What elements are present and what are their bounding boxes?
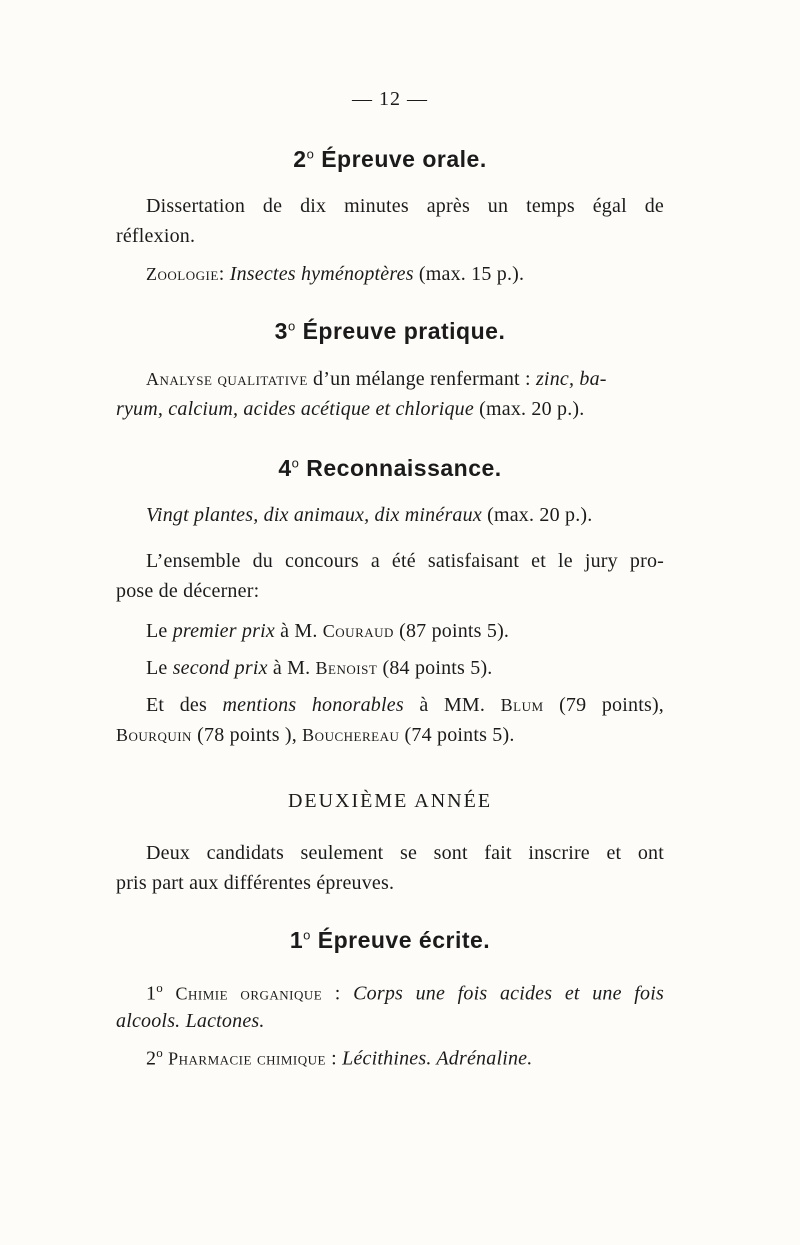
written-item-2 — [146, 1045, 532, 1071]
zoology-label: Zoologie — [146, 264, 219, 284]
paragraph-line: pris part aux différentes épreuves. — [116, 872, 395, 894]
item-label: Chimie organique — [175, 983, 323, 1004]
item-num: 1 — [146, 982, 157, 1005]
zoology-points: (max. 15 p.). — [413, 263, 525, 285]
winner-name: Bourquin — [116, 725, 192, 745]
heading-title: Épreuve orale. — [321, 146, 487, 172]
heading-epreuve-ecrite — [0, 927, 780, 954]
heading-reconnaissance — [0, 455, 780, 482]
analysis-points: (max. 20 p.). — [473, 398, 585, 420]
analysis-line — [146, 368, 607, 391]
heading-epreuve-orale — [0, 146, 780, 173]
text: Le — [146, 620, 173, 642]
zoology-subject: Insectes hyménoptères — [229, 263, 414, 285]
text: à M. — [274, 620, 323, 642]
item-subject: Lécithines. Adrénaline. — [342, 1047, 533, 1070]
recognition-line — [146, 504, 592, 527]
heading-num: 1 — [289, 927, 304, 953]
degree-mark: o — [156, 1045, 163, 1060]
item-subject-cont: alcools. Lactones. — [116, 1010, 265, 1032]
recognition-italic: Vingt plantes, dix animaux, dix minéraux — [146, 504, 482, 526]
analysis-text: d’un mélange renfermant : — [307, 368, 536, 390]
item-num: 2 — [146, 1047, 157, 1070]
degree-mark: o — [303, 927, 311, 943]
winner-name: Bouchereau — [302, 725, 400, 745]
degree-mark: o — [291, 455, 300, 471]
analysis-line-2 — [116, 398, 585, 421]
degree-mark: o — [306, 146, 315, 162]
colon: : — [218, 263, 230, 285]
text: Et des — [146, 694, 223, 716]
heading-epreuve-pratique — [0, 318, 780, 345]
paragraph-line: Dissertation de dix minutes après un temps égal de — [146, 195, 664, 217]
prize-italic: second prix — [172, 657, 268, 679]
zoology-line — [146, 263, 524, 286]
mentions-italic: mentions honorables — [222, 694, 404, 716]
analysis-italic-2: ryum, calcium, acides acétique et chlorique — [116, 398, 474, 420]
year-heading: DEUXIÈME ANNÉE — [287, 790, 493, 812]
heading-title: Épreuve pratique. — [302, 318, 506, 344]
heading-num: 3 — [274, 318, 288, 344]
mentions-line — [146, 694, 664, 717]
degree-mark: o — [156, 980, 163, 995]
text: à MM. — [403, 694, 501, 716]
paragraph-line: pose de décerner: — [116, 580, 260, 602]
written-item-1 — [146, 980, 664, 1006]
item-label: Pharmacie chimique — [168, 1048, 326, 1069]
prize-line-1 — [146, 620, 509, 643]
colon: : — [322, 982, 354, 1005]
item-subject: Corps une fois acides et une fois — [353, 982, 664, 1005]
recognition-points: (max. 20 p.). — [481, 504, 593, 526]
heading-num: 2 — [293, 146, 307, 172]
text: à M. — [267, 657, 316, 679]
prize-points: (78 points ), — [191, 724, 303, 746]
paragraph-line: Deux candidats seulement se sont fait inscrire et ont — [146, 842, 664, 864]
paragraph-line: réflexion. — [116, 225, 196, 247]
colon: : — [325, 1047, 343, 1070]
mentions-line-2 — [116, 724, 515, 747]
prize-points: (79 points), — [543, 694, 665, 716]
prize-points: (87 points 5). — [393, 620, 510, 642]
paragraph-line: L’ensemble du concours a été satisfaisant et le jury pro- — [146, 550, 664, 572]
degree-mark: o — [287, 318, 296, 334]
prize-points: (74 points 5). — [399, 724, 515, 746]
winner-name: Blum — [500, 695, 544, 715]
text: Le — [146, 657, 173, 679]
prize-points: (84 points 5). — [377, 657, 493, 679]
winner-name: Benoist — [315, 658, 378, 678]
written-item-1-cont — [116, 1010, 265, 1033]
heading-num: 4 — [278, 455, 292, 481]
page-number: — 12 — — [352, 88, 428, 110]
winner-name: Couraud — [322, 621, 394, 641]
prize-line-2 — [146, 657, 493, 680]
heading-title: Reconnaissance. — [306, 455, 502, 481]
prize-italic: premier prix — [172, 620, 275, 642]
heading-title: Épreuve écrite. — [317, 927, 491, 953]
analysis-label: Analyse qualitative — [146, 369, 308, 389]
analysis-italic: zinc, ba- — [535, 368, 607, 390]
